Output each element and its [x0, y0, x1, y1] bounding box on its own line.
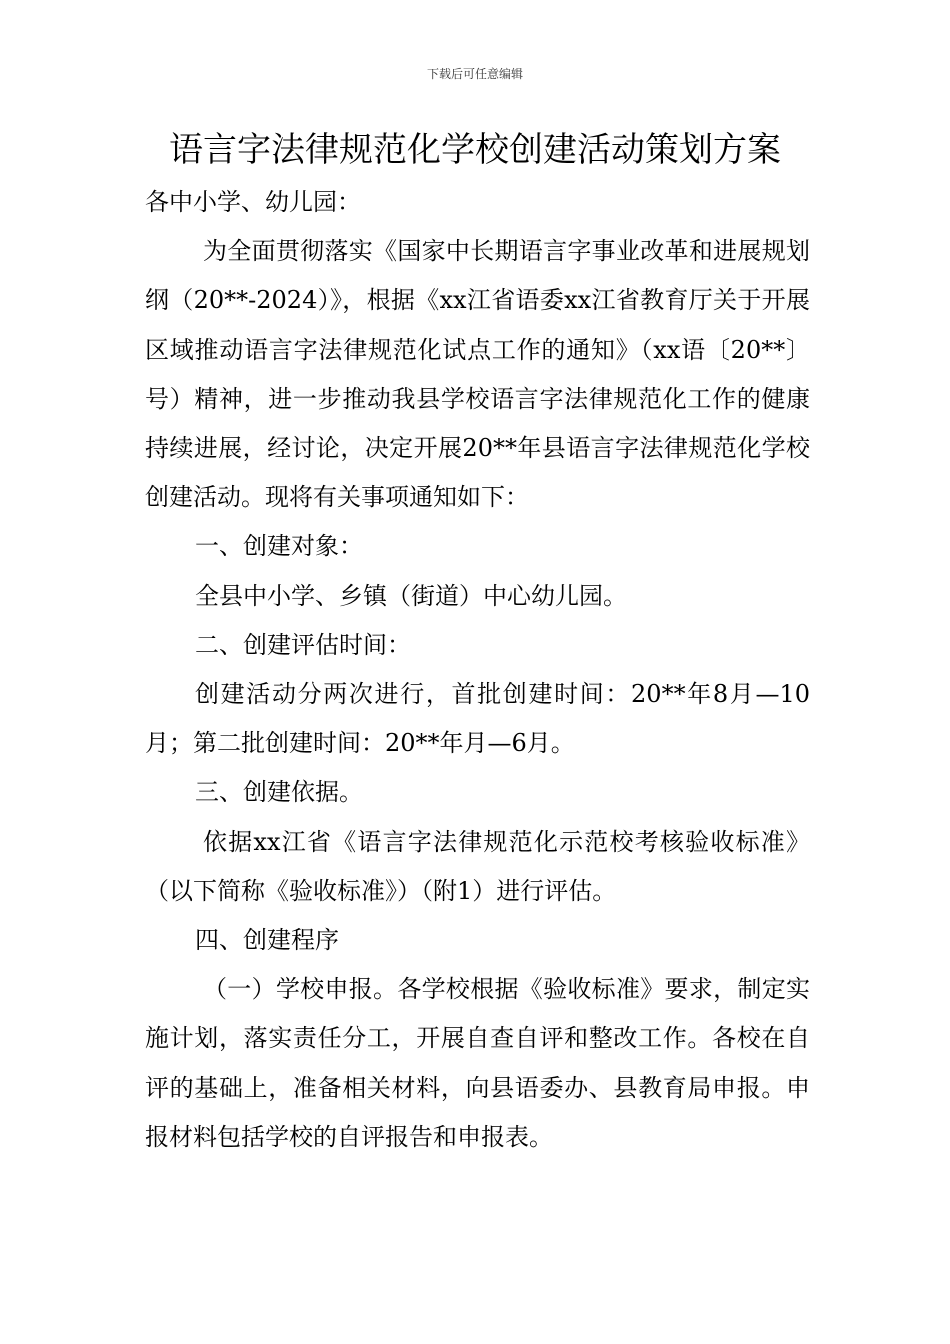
section-3-heading: 三、创建依据。: [195, 778, 363, 807]
header-note: 下载后可任意编辑: [426, 67, 523, 81]
section-4-heading: 四、创建程序: [195, 926, 339, 955]
section-4-body: （一）学校申报。各学校根据《验收标准》要求，制定实施计划，落实责任分工，开展自查自评和整改工作。各校在自评的基础上，准备相关材料，向县语委办、县教育局申报。申报材料包括学校的自评报告和申报表。: [145, 975, 810, 1151]
intro-paragraph: 为全面贯彻落实《国家中长期语言字事业改革和进展规划纲（20**-2024）》，根据《xx江省语委xx江省教育厅关于开展区域推动语言字法律规范化试点工作的通知》（xx语〔20**〕号）精神，进一步推动我县学校语言字法律规范化工作的健康持续进展，经讨论，决定开展20**年县语言字法律规范化学校创建活动。现将有关事项通知如下：: [145, 237, 810, 512]
document-title: 语言字法律规范化学校创建活动策划方案: [169, 130, 781, 170]
salutation: 各中小学、幼儿园：: [145, 188, 361, 216]
section-1-heading: 一、创建对象：: [195, 532, 363, 561]
section-2-heading: 二、创建评估时间：: [195, 630, 411, 659]
section-2-body: 创建活动分两次进行，首批创建时间：20**年8月—10月；第二批创建时间：20**年月—6月。: [145, 680, 810, 758]
section-1-body: 全县中小学、乡镇（街道）中心幼儿园。: [195, 581, 627, 610]
document-body: [145, 178, 810, 1162]
section-3-body: 依据xx江省《语言字法律规范化示范校考核验收标准》（以下简称《验收标准》）（附1）进行评估。: [145, 827, 810, 905]
